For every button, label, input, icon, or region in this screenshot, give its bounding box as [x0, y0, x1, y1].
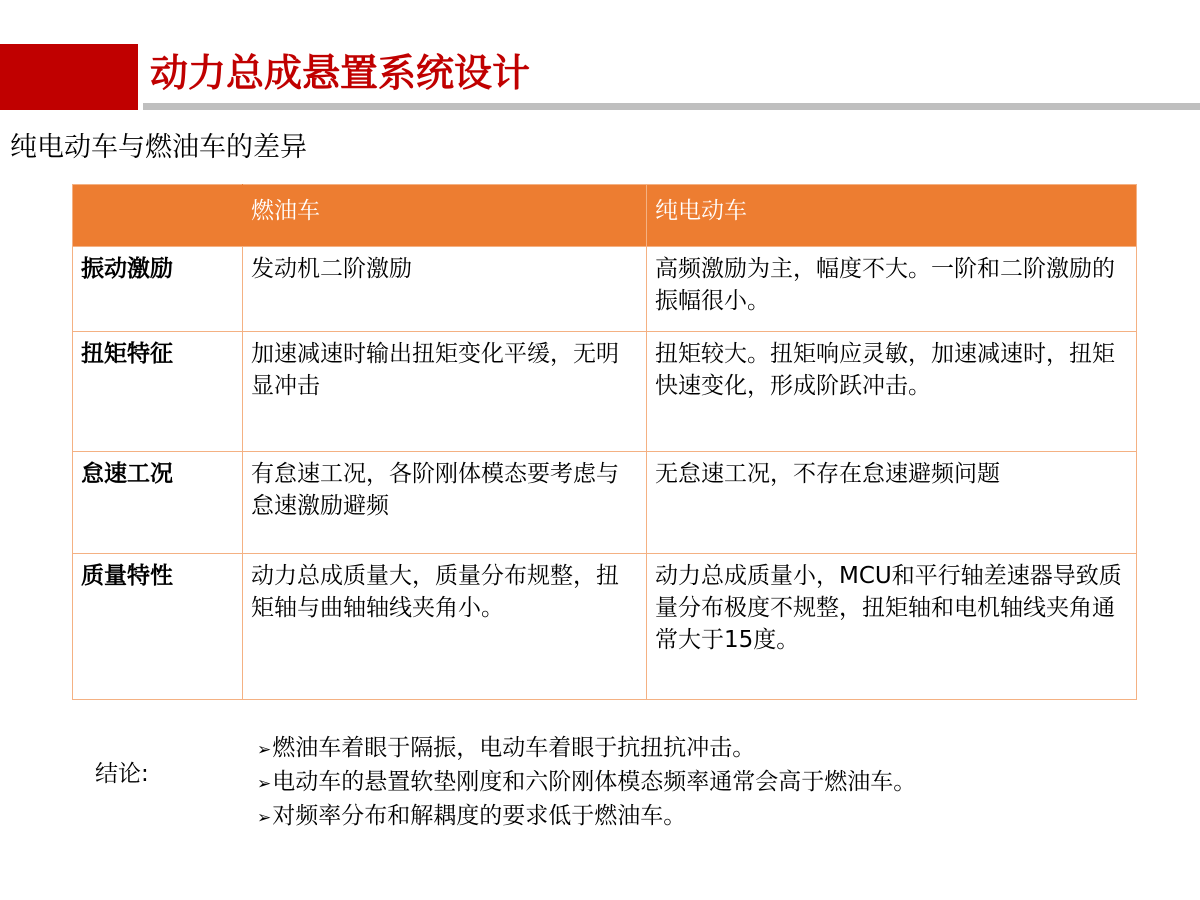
- ev-cell: 动力总成质量小，MCU和平行轴差速器导致质量分布极度不规整，扭矩轴和电机轴线夹角通常大于15度。: [647, 554, 1137, 700]
- table-header-ev: 纯电动车: [647, 185, 1137, 247]
- section-subtitle: 纯电动车与燃油车的差异: [10, 132, 307, 163]
- row-label: 扭矩特征: [73, 332, 243, 452]
- list-item: [257, 732, 916, 766]
- fuel-cell: 加速减速时输出扭矩变化平缓，无明显冲击: [243, 332, 647, 452]
- comparison-table: [72, 184, 1137, 700]
- conclusion-text: 燃油车着眼于隔振，电动车着眼于抗扭抗冲击。: [272, 735, 756, 761]
- table-row: [73, 452, 1137, 554]
- table-row: [73, 247, 1137, 332]
- table-header-row: [73, 185, 1137, 247]
- table-row: [73, 332, 1137, 452]
- list-item: [257, 766, 916, 800]
- row-label: 振动激励: [73, 247, 243, 332]
- ev-cell: 高频激励为主，幅度不大。一阶和二阶激励的振幅很小。: [647, 247, 1137, 332]
- table-header-blank: [73, 185, 243, 247]
- ev-cell: 无怠速工况，不存在怠速避频问题: [647, 452, 1137, 554]
- row-label: 质量特性: [73, 554, 243, 700]
- arrow-bullet-icon: ➢: [257, 740, 272, 760]
- table-header-fuel: 燃油车: [243, 185, 647, 247]
- title-divider: [143, 103, 1200, 110]
- title-accent-block: [0, 44, 138, 110]
- fuel-cell: 发动机二阶激励: [243, 247, 647, 332]
- list-item: [257, 800, 916, 834]
- conclusion-text: 对频率分布和解耦度的要求低于燃油车。: [272, 803, 687, 829]
- arrow-bullet-icon: ➢: [257, 808, 272, 828]
- row-label: 怠速工况: [73, 452, 243, 554]
- page-title: 动力总成悬置系统设计: [150, 51, 531, 95]
- ev-cell: 扭矩较大。扭矩响应灵敏，加速减速时，扭矩快速变化，形成阶跃冲击。: [647, 332, 1137, 452]
- conclusion-label: 结论:: [95, 761, 149, 787]
- arrow-bullet-icon: ➢: [257, 774, 272, 794]
- conclusion-list: [257, 732, 916, 834]
- conclusion-text: 电动车的悬置软垫刚度和六阶刚体模态频率通常会高于燃油车。: [272, 769, 917, 795]
- table-row: [73, 554, 1137, 700]
- fuel-cell: 有怠速工况，各阶刚体模态要考虑与怠速激励避频: [243, 452, 647, 554]
- fuel-cell: 动力总成质量大，质量分布规整，扭矩轴与曲轴轴线夹角小。: [243, 554, 647, 700]
